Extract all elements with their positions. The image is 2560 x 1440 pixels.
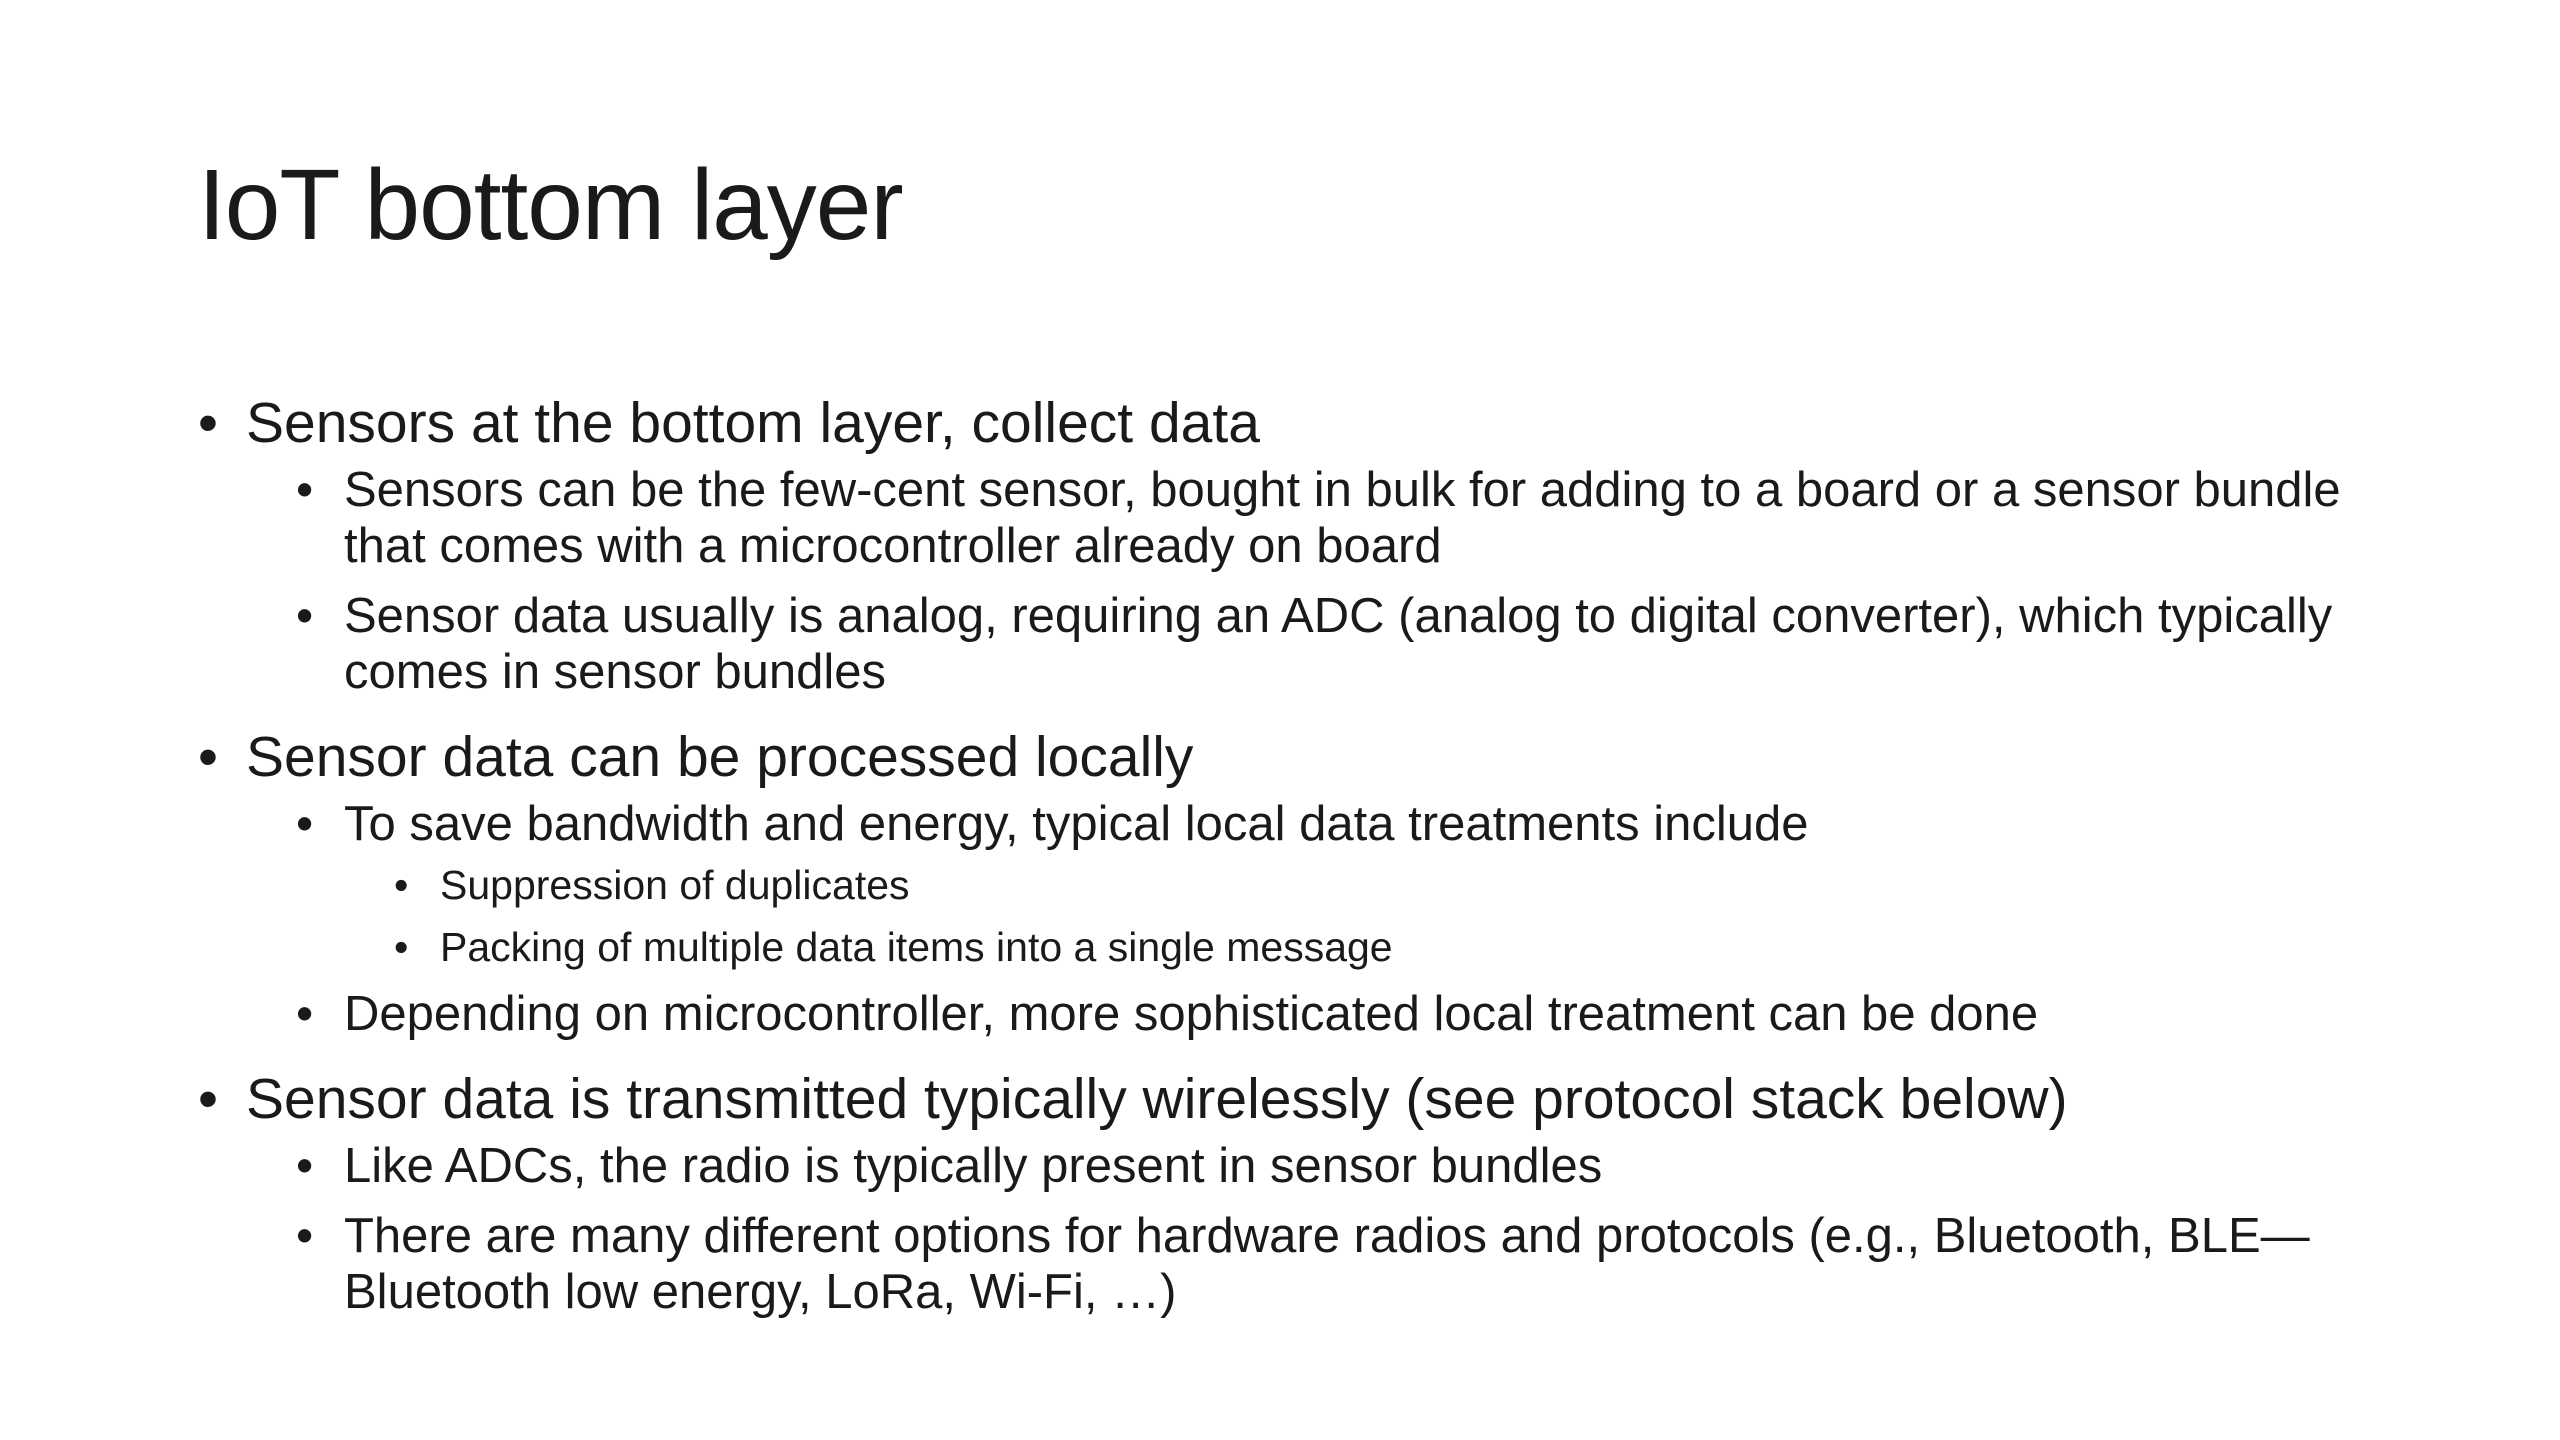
bullet-icon: • xyxy=(394,862,409,908)
sub-sub-bullet-packing xyxy=(394,922,2398,972)
bullet-processed-locally xyxy=(198,722,2398,792)
bullet-text: Sensor data is transmitted typically wirelessly (see protocol stack below) xyxy=(246,1067,2068,1131)
bullet-icon: • xyxy=(296,1209,314,1263)
bullet-icon: • xyxy=(296,589,314,643)
bullet-icon: • xyxy=(296,463,314,517)
sub-bullet-microcontroller-treatment xyxy=(296,986,2398,1042)
sub-bullet-analog-adc xyxy=(296,588,2398,700)
sub-bullet-text: There are many different options for hardware radios and protocols (e.g., Bluetooth, BLE—Bluetooth low energy, LoRa, Wi-Fi, …) xyxy=(344,1209,2310,1319)
sub-sub-bullet-suppression xyxy=(394,860,2398,910)
sub-sub-bullet-text: Packing of multiple data items into a single message xyxy=(440,924,1393,970)
bullet-icon: • xyxy=(198,391,218,455)
sub-bullet-radio-bundles xyxy=(296,1138,2398,1194)
sub-sub-bullet-text: Suppression of duplicates xyxy=(440,862,910,908)
bullet-list xyxy=(198,388,2398,1320)
bullet-sensors-bottom-layer xyxy=(198,388,2398,458)
sub-bullet-few-cent-sensor xyxy=(296,462,2398,574)
sub-bullet-text: Sensors can be the few-cent sensor, bought in bulk for adding to a board or a sensor bundle that comes with a microcontroller already on board xyxy=(344,463,2341,573)
sub-bullet-radio-options xyxy=(296,1208,2398,1320)
sub-bullet-text: Depending on microcontroller, more sophisticated local treatment can be done xyxy=(344,987,2039,1041)
slide-title: IoT bottom layer xyxy=(198,149,903,261)
bullet-icon: • xyxy=(198,725,218,789)
bullet-text: Sensor data can be processed locally xyxy=(246,725,1194,789)
bullet-text: Sensors at the bottom layer, collect data xyxy=(246,391,1260,455)
bullet-icon: • xyxy=(394,924,409,970)
bullet-transmitted-wirelessly xyxy=(198,1064,2398,1134)
sub-bullet-text: Like ADCs, the radio is typically present in sensor bundles xyxy=(344,1139,1603,1193)
bullet-icon: • xyxy=(296,1139,314,1193)
sub-bullet-save-bandwidth xyxy=(296,796,2398,852)
sub-bullet-text: Sensor data usually is analog, requiring an ADC (analog to digital converter), which typically comes in sensor bundles xyxy=(344,589,2333,699)
bullet-icon: • xyxy=(296,987,314,1041)
bullet-icon: • xyxy=(198,1067,218,1131)
sub-bullet-text: To save bandwidth and energy, typical local data treatments include xyxy=(344,797,1809,851)
bullet-icon: • xyxy=(296,797,314,851)
